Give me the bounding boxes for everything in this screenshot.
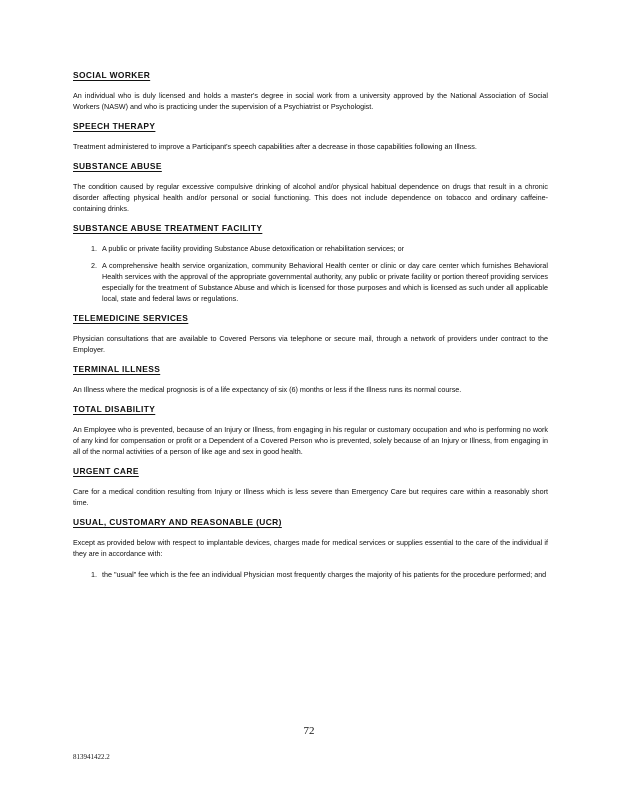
list-item-text: A comprehensive health service organization, community Behavioral Health center or clinic or day care center which furnishes Behavioral Health services with the approval of the appropriate governmental authority, any public or private facility or portion thereof providing services especially for the treatment of Substance Abuse and which is licensed for those purposes and which is licensed as such under all applicable local, state and federal laws or regulations.	[102, 261, 548, 303]
list-item	[73, 260, 548, 304]
facility-criteria-list	[73, 243, 548, 304]
list-item-number: 1.	[91, 244, 97, 253]
section-heading-urgent-care: URGENT CARE	[73, 466, 139, 476]
section-heading-social-worker: SOCIAL WORKER	[73, 70, 151, 80]
list-item-text: the "usual" fee which is the fee an individual Physician most frequently charges the majority of his patients for the procedure performed; and	[102, 570, 547, 579]
list-item	[73, 243, 548, 254]
list-item-number: 2.	[91, 261, 97, 270]
definition-urgent-care: Care for a medical condition resulting from Injury or Illness which is less severe than Emergency Care but requires care within a reasonably short time.	[73, 487, 548, 507]
section-heading-total-disability: TOTAL DISABILITY	[73, 404, 156, 414]
definition-total-disability: An Employee who is prevented, because of an Injury or Illness, from engaging in his regular or customary occupation and who is performing no work of any kind for compensation or profit or a Dependent of a Covered Person who is prevented, solely because of an Injury or Illness, from engaging in all of the normal activities of a person of like age and sex in good health.	[73, 425, 548, 456]
page-number: 72	[303, 725, 315, 737]
document-body	[73, 70, 548, 589]
ucr-criteria-list	[73, 569, 548, 580]
definition-terminal-illness: An Illness where the medical prognosis is of a life expectancy of six (6) months or less if the Illness runs its normal course.	[73, 385, 462, 394]
section-heading-substance-abuse: SUBSTANCE ABUSE	[73, 161, 162, 171]
definition-social-worker: An individual who is duly licensed and holds a master's degree in social work from a university approved by the National Association of Social Workers (NASW) and who is practicing under the supervision of a Psychiatrist or Psychologist.	[73, 91, 548, 111]
document-id: 813941422.2	[73, 753, 110, 761]
definition-substance-abuse: The condition caused by regular excessive compulsive drinking of alcohol and/or physical habitual dependence on drugs that result in a chronic disorder affecting physical health and/or personal or social functioning. This does not include dependence on tobacco and ordinary caffeine-containing drinks.	[73, 182, 548, 213]
list-item-text: A public or private facility providing Substance Abuse detoxification or rehabilitation services; or	[102, 244, 405, 253]
section-heading-speech-therapy: SPEECH THERAPY	[73, 121, 156, 131]
section-heading-telemedicine-services: TELEMEDICINE SERVICES	[73, 313, 189, 323]
section-heading-terminal-illness: TERMINAL ILLNESS	[73, 364, 161, 374]
list-item	[73, 569, 548, 580]
definition-speech-therapy: Treatment administered to improve a Participant's speech capabilities after a decrease in those capabilities following an Illness.	[73, 142, 477, 151]
section-heading-substance-abuse-treatment-facility: SUBSTANCE ABUSE TREATMENT FACILITY	[73, 223, 263, 233]
definition-telemedicine-services: Physician consultations that are available to Covered Persons via telephone or secure mail, through a network of providers under contract to the Employer.	[73, 334, 548, 354]
definition-ucr: Except as provided below with respect to implantable devices, charges made for medical services or supplies essential to the care of the individual if they are in accordance with:	[73, 538, 548, 558]
list-item-number: 1.	[91, 570, 97, 579]
section-heading-ucr: USUAL, CUSTOMARY AND REASONABLE (UCR)	[73, 517, 282, 527]
